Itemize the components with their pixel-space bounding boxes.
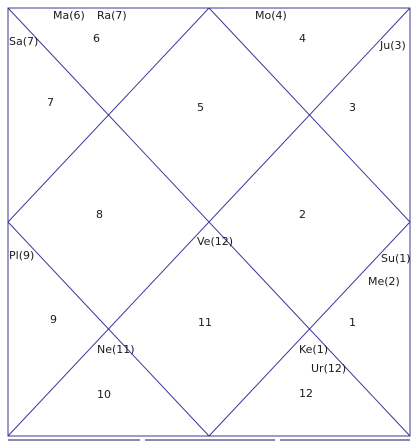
house-6-number: 6: [93, 32, 100, 45]
house-11-number: 11: [198, 316, 212, 329]
planet-ketu: Ke(1): [299, 343, 329, 356]
house-4-number: 4: [299, 32, 306, 45]
planet-rahu: Ra(7): [97, 9, 127, 22]
planet-venus: Ve(12): [197, 235, 234, 248]
house-5-number: 5: [197, 101, 204, 114]
planet-mercury: Me(2): [368, 275, 400, 288]
planet-saturn: Sa(7): [9, 35, 39, 48]
planet-uranus: Ur(12): [311, 362, 347, 375]
house-3-number: 3: [349, 101, 356, 114]
house-12-number: 12: [299, 387, 313, 400]
house-10-number: 10: [97, 388, 111, 401]
house-7-number: 7: [47, 96, 54, 109]
planet-sun: Su(1): [381, 252, 411, 265]
planet-pluto: Pl(9): [9, 249, 35, 262]
planet-mars: Ma(6): [53, 9, 85, 22]
planet-moon: Mo(4): [255, 9, 287, 22]
planet-jupiter: Ju(3): [380, 39, 406, 52]
house-1-number: 1: [349, 316, 356, 329]
house-2-number: 2: [299, 208, 306, 221]
house-9-number: 9: [50, 313, 57, 326]
planet-neptune: Ne(11): [97, 343, 135, 356]
house-8-number: 8: [96, 208, 103, 221]
